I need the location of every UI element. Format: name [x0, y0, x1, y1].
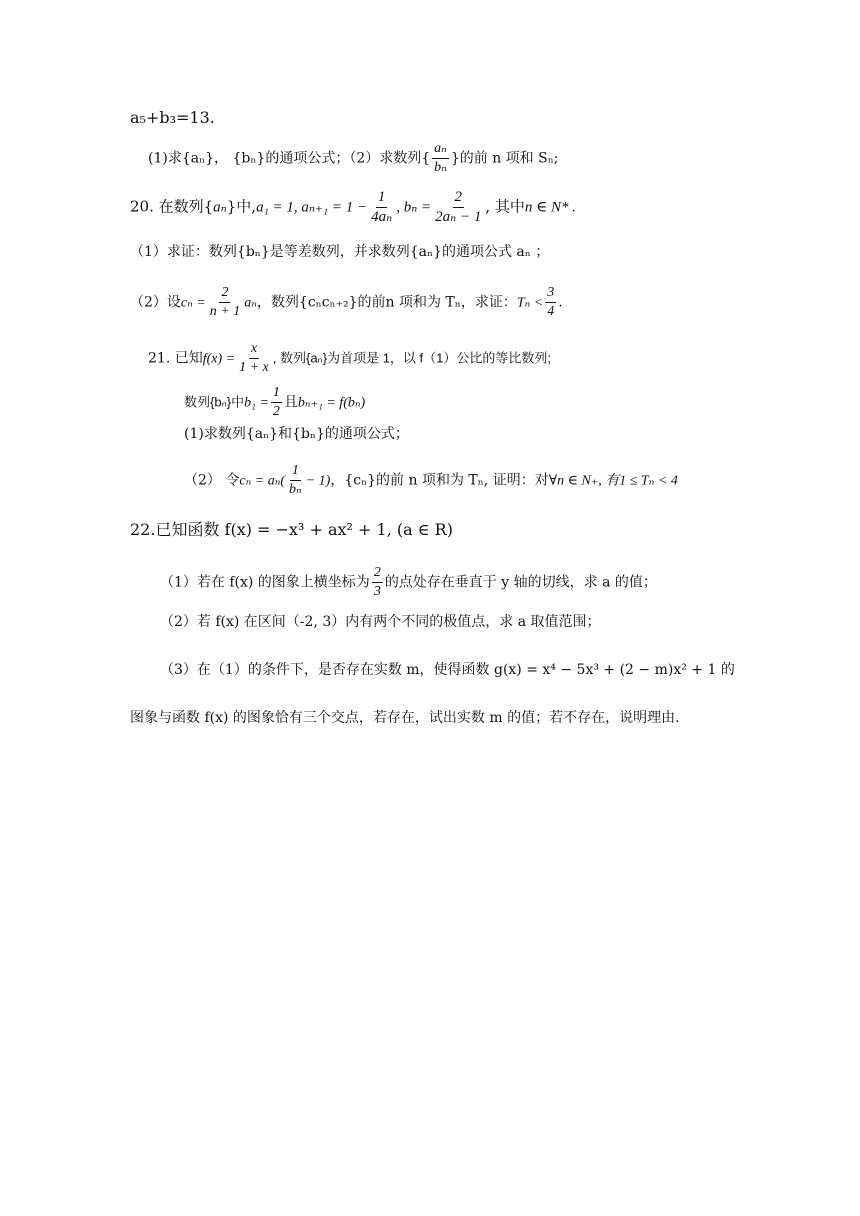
- line3-text-a: 20. 在数列{: [130, 197, 214, 216]
- line3-text-b: }中,: [226, 197, 257, 216]
- fraction-2-n1: [208, 286, 242, 319]
- text-line-9: [184, 464, 678, 497]
- fraction-an-bn: [432, 142, 449, 175]
- math-minus1: − 1): [305, 473, 331, 489]
- line2-text-b: }的前 n 项和 Sₙ;: [450, 150, 559, 167]
- fraction-3-4: [545, 286, 556, 319]
- math-period: .: [558, 294, 563, 311]
- fraction-1-bn: [287, 464, 304, 497]
- fraction-denominator: 4: [547, 304, 555, 319]
- fraction-numerator: 1: [271, 386, 282, 403]
- fraction-2-2an-1: [433, 190, 483, 225]
- line11-text-a: （1）若在 f(x) 的图象上横坐标为: [160, 574, 370, 591]
- line11-text-b: 的点处存在垂直于 y 轴的切线，求 a 的值；: [384, 574, 657, 591]
- fraction-denominator: bₙ: [289, 482, 302, 497]
- fraction-numerator: 3: [545, 286, 556, 303]
- text-line-12: （2）若 f(x) 在区间（-2, 3）内有两个不同的极值点，求 a 取值范围；: [160, 614, 601, 630]
- line9-text-b: ，{cₙ}的前 n 项和为 Tₙ, 证明：对: [330, 472, 549, 489]
- text-line-14: 图象与函数 f(x) 的图象恰有三个交点，若存在，试出实数 m 的值；若不存在，说明理由.: [130, 710, 680, 726]
- math-a1: a₁ = 1, aₙ₊₁ = 1 −: [256, 199, 368, 216]
- math-cn-eq2: cₙ = aₙ(: [239, 473, 286, 489]
- math-tn-lt: Tₙ <: [516, 295, 544, 311]
- problem-21-line: [148, 342, 551, 375]
- fraction-denominator: 1 + x: [239, 360, 269, 375]
- fraction-numerator: x: [249, 342, 259, 359]
- fraction-2-3: [372, 566, 383, 599]
- math-an-tail: aₙ: [244, 295, 257, 311]
- fraction-denominator: 3: [373, 584, 381, 599]
- line7-text-b: 且: [283, 394, 298, 411]
- fraction-numerator: 2: [219, 286, 230, 303]
- line2-text-a: (1)求{aₙ}， {bₙ}的通项公式；（2）求数列{: [148, 150, 431, 167]
- line3-text-c: , 其中: [485, 197, 525, 216]
- text-line-11: [160, 566, 657, 599]
- fraction-numerator: aₙ: [432, 142, 449, 159]
- text-line-4: （1）求证：数列{bₙ}是等差数列，并求数列{aₙ}的通项公式 aₙ ；: [130, 244, 550, 260]
- fraction-1-4an: [369, 190, 394, 225]
- text-line-8: (1)求数列{aₙ}和{bₙ}的通项公式；: [184, 426, 409, 442]
- fraction-numerator: 2: [453, 190, 465, 208]
- line5-text-b: ，数列{cₙcₙ₊₂}的前n 项和为 Tₙ，求证：: [256, 294, 517, 311]
- math-fx-eq: f(x) =: [202, 351, 236, 367]
- math-n-in: n ∈ N* .: [524, 199, 577, 216]
- fraction-denominator: 2aₙ − 1: [435, 209, 482, 225]
- line6-text-a: 21. 已知: [148, 350, 203, 367]
- fraction-denominator: n + 1: [209, 304, 241, 319]
- fraction-denominator: bₙ: [434, 160, 447, 175]
- fraction-denominator: 4aₙ: [371, 209, 393, 225]
- line9-text-a: （2） 令: [184, 472, 240, 489]
- fraction-numerator: 2: [372, 566, 383, 583]
- fraction-numerator: 1: [290, 464, 301, 481]
- fraction-numerator: 1: [376, 190, 388, 208]
- math-forall: ∀n ∈ N₊, 有1 ≤ Tₙ < 4: [548, 473, 678, 489]
- math-an: aₙ: [213, 199, 227, 216]
- line7-text-a: 数列{bₙ}中: [184, 394, 245, 410]
- math-bn-eq: , bₙ =: [396, 199, 432, 216]
- fraction-1-2: [271, 386, 282, 419]
- text-line-13: （3）在（1）的条件下，是否存在实数 m，使得函数 g(x) = x⁴ − 5x³ + (2 − m)x² + 1 的: [160, 662, 735, 678]
- fraction-denominator: 2: [272, 404, 280, 419]
- fraction-x-1x: [237, 342, 271, 375]
- line5-text-a: （2）设: [130, 294, 181, 311]
- line6-text-b: , 数列{aₙ}为首项是 1，以 f（1）公比的等比数列;: [272, 350, 551, 366]
- problem-22-line: 22.已知函数 f(x) = −x³ + ax² + 1, (a ∈ R): [130, 520, 453, 539]
- math-b1-eq: b₁ =: [244, 395, 269, 411]
- text-line-2: [148, 142, 558, 175]
- text-line-5: [130, 286, 563, 319]
- math-bn1: bₙ₊₁ = f(bₙ): [297, 395, 366, 411]
- text-line-1: a₅+b₃=13.: [130, 108, 215, 127]
- text-line-7: [184, 386, 365, 419]
- math-cn-eq: cₙ =: [180, 295, 206, 311]
- problem-20-line: [130, 190, 576, 225]
